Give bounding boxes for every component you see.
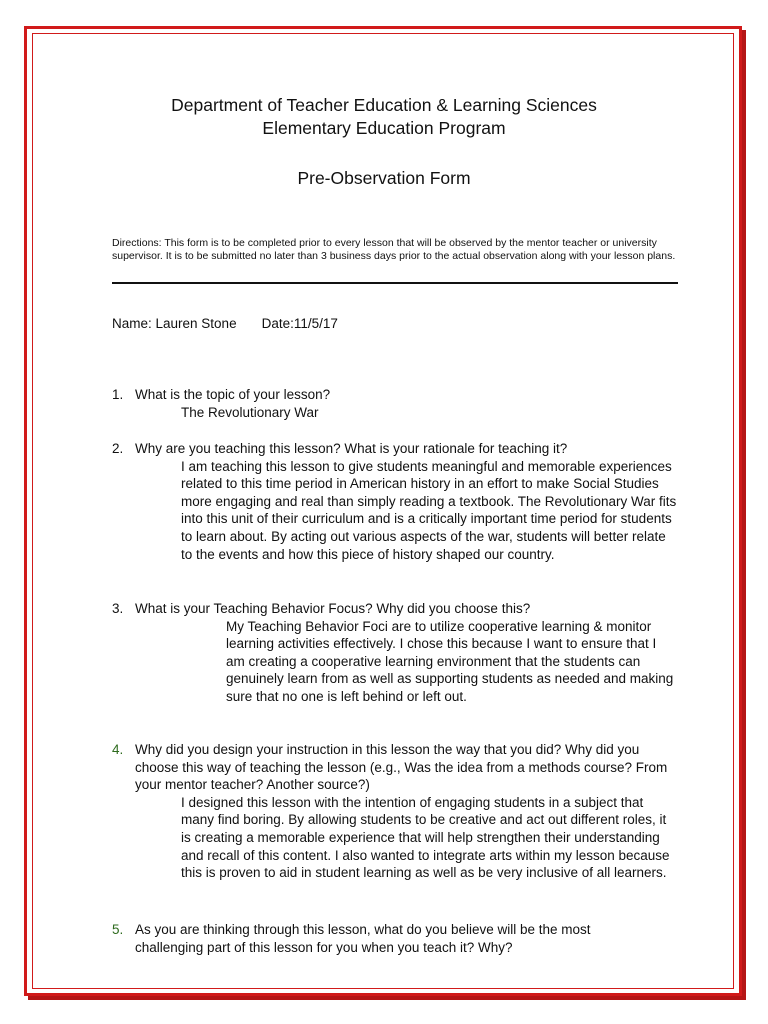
answer-text: My Teaching Behavior Foci are to utilize cooperative learning & monitor learning activities effectively. I chose this because I want to ensure that I am creating a cooperative learning environment that the students can genuinely learn from as well as supporting students as needed and making sure that no one is left behind or left out. <box>226 618 674 704</box>
question-text: What is your Teaching Behavior Focus? Why did you choose this? <box>135 601 531 616</box>
question-number: 1. <box>112 387 124 402</box>
question-number: 3. <box>112 601 124 616</box>
question-2 <box>112 440 682 563</box>
question-text: As you are thinking through this lesson, what do you believe will be the most challenging part of this lesson for you when you teach it? Why? <box>135 922 591 955</box>
answer-text: I am teaching this lesson to give students meaningful and memorable experiences related to this time period in American history in an effort to make Social Studies more engaging and real than simply reading a textbook. The Revolutionary War fits into this unit of their curriculum and is a critically important time period for students to learn about. By acting out various aspects of the war, students will better relate to the events and how this piece of history shaped our country. <box>181 458 677 562</box>
question-number: 2. <box>112 441 124 456</box>
name-field: Name: Lauren Stone <box>112 316 237 331</box>
department-title: Department of Teacher Education & Learning Sciences <box>171 95 597 115</box>
question-5 <box>112 921 682 956</box>
date-field: Date:11/5/17 <box>261 316 338 331</box>
question-number: 4. <box>112 742 124 757</box>
form-title: Pre-Observation Form <box>297 168 471 188</box>
answer-text: The Revolutionary War <box>181 404 319 420</box>
question-number: 5. <box>112 922 124 937</box>
document-header <box>0 94 768 140</box>
border-shadow-bottom <box>28 996 746 1000</box>
answer-text: I designed this lesson with the intention of engaging students in a subject that many find boring. By allowing students to be creative and act out different roles, it is creating a memorable experience that will help strengthen their understanding and recall of this content. I also wanted to integrate arts within my lesson because this is proven to aid in student learning as well as be very inclusive of all learners. <box>181 794 670 881</box>
question-text: Why are you teaching this lesson? What is your rationale for teaching it? <box>135 441 568 456</box>
question-1 <box>112 386 682 421</box>
directions-text: Directions: This form is to be completed prior to every lesson that will be observed by the mentor teacher or university supervisor. It is to be submitted no later than 3 business days prior to the actual observation along with your lesson plans. <box>112 237 676 262</box>
question-text: Why did you design your instruction in this lesson the way that you did? Why did you choose this way of teaching the lesson (e.g., Was the idea from a methods course? From your mentor teacher? Another source?) <box>135 742 668 793</box>
name-date-line <box>112 315 338 333</box>
program-title: Elementary Education Program <box>262 118 506 138</box>
question-4 <box>112 741 682 882</box>
directions-divider <box>112 282 678 284</box>
question-text: What is the topic of your lesson? <box>135 387 331 402</box>
question-3 <box>112 600 682 706</box>
